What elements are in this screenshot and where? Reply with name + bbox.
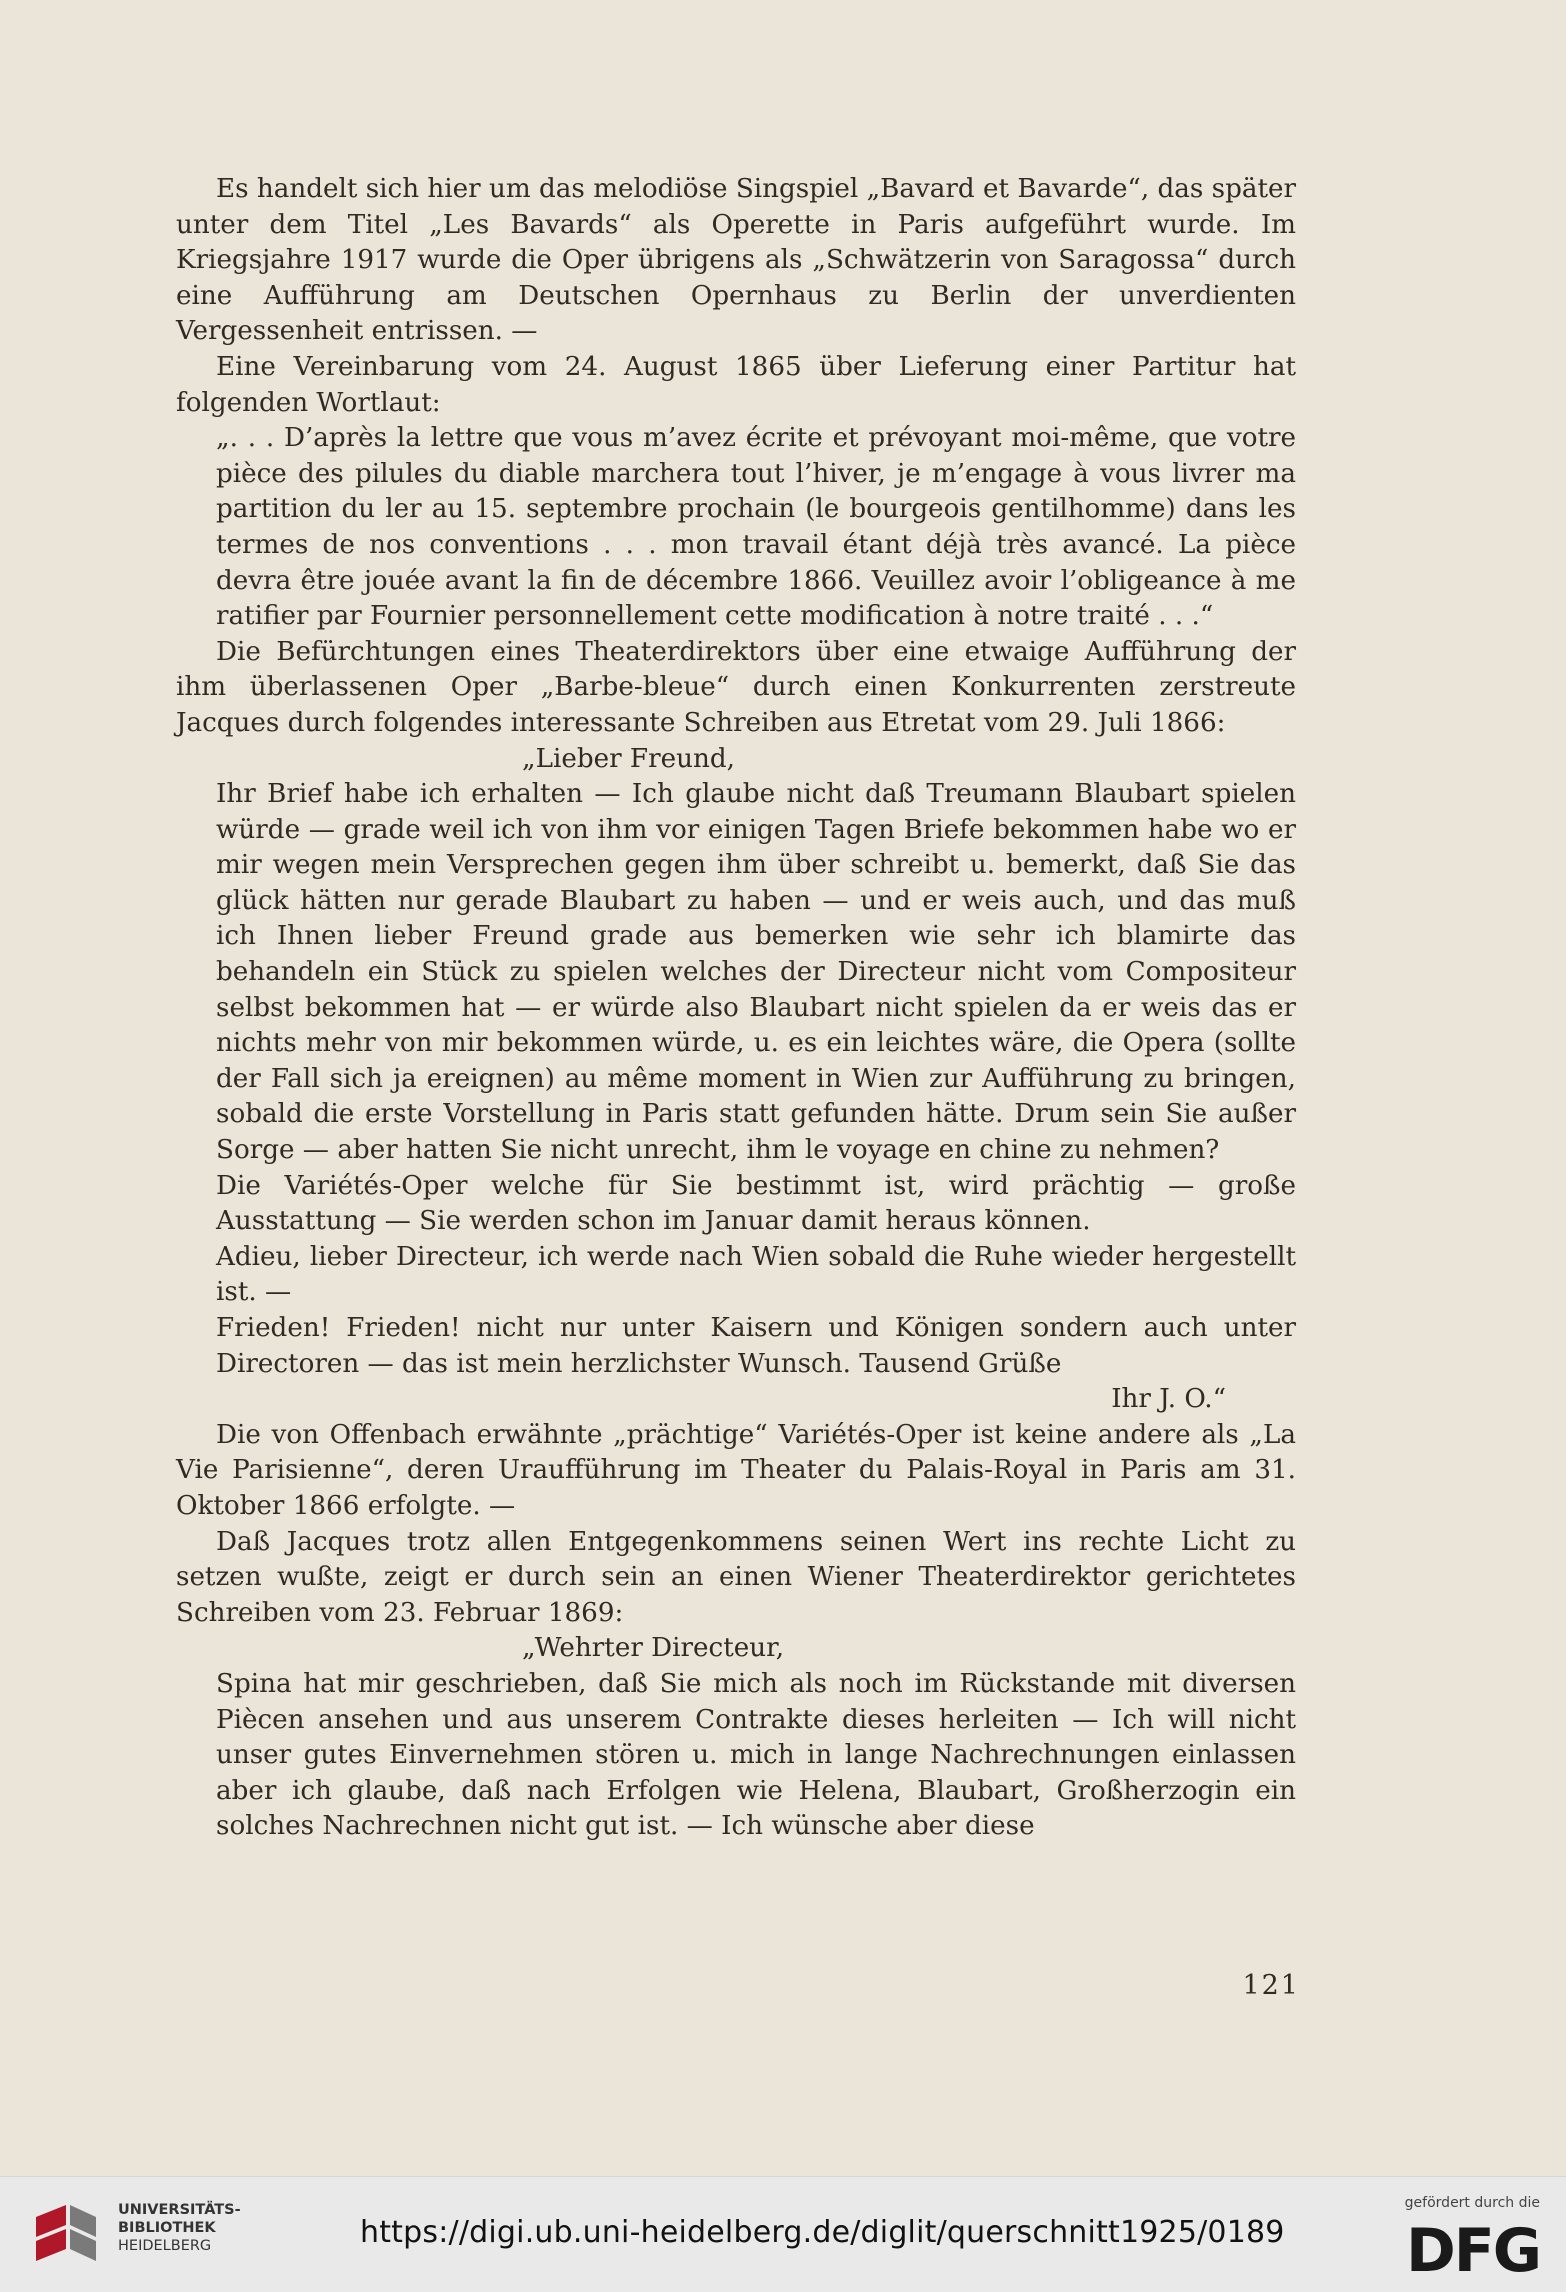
paragraph: Die Befürchtungen eines Theaterdirektors über eine etwaige Aufführung der ihm überlassenen Oper „Barbe-bleue“ durch einen Konkurrenten zerstreute Jacques durch folgendes interessante Schreiben aus Etretat vom 29. Juli 1866: [176, 636, 1296, 738]
letter-paragraph: Adieu, lieber Directeur, ich werde nach Wien sobald die Ruhe wieder hergestellt ist. — [216, 1241, 1296, 1308]
funded-by-label: gefördert durch die [1404, 2195, 1540, 2211]
letter-paragraph: Frieden! Frieden! nicht nur unter Kaisern und Königen sondern auch unter Directoren — das ist mein herzlichster Wunsch. Tausend Grüße [216, 1313, 1296, 1379]
letter-paragraph: Spina hat mir geschrieben, daß Sie mich als noch im Rückstande mit diversen Piècen ansehen und aus unserem Contrakte dieses herleiten — Ich will nicht unser gutes Einvernehmen stören u. mich in lange Nachrechnungen einlassen aber ich glaube, daß nach Erfolgen wie Helena, Blaubart, Großherzogin ein solches Nachrechnen nicht gut ist. — Ich wünsche aber diese [216, 1668, 1296, 1842]
permalink-url[interactable]: https://digi.ub.uni-heidelberg.de/diglit/querschnitt1925/0189 [360, 2215, 1285, 2250]
letter-paragraph: Ihr Brief habe ich erhalten — Ich glaube nicht daß Treumann Blaubart spielen würde — grade weil ich von ihm vor einigen Tagen Briefe bekommen habe wo er mir wegen mein Versprechen gegen ihm über schreibt u. bemerkt, daß Sie das glück hätten nur gerade Blaubart zu haben — und er weis auch, und das muß ich Ihnen lieber Freund grade aus bemerken wie sehr ich blamirte das behandeln ein Stück zu spielen welches der Directeur nicht vom Compositeur selbst bekommen hat — er würde also Blaubart nicht spielen da er weis das er nichts mehr von mir bekommen würde, u. es ein leichtes wäre, die Opera (sollte der Fall sich ja ereignen) au même moment in Wien zur Aufführung zu bringen, sobald die erste Vorstellung in Paris statt gefunden hätte. Drum sein Sie außer Sorge — aber hatten Sie nicht unrecht, ihm le voyage en chine zu nehmen? [216, 779, 1296, 1166]
letter-block-1 [216, 742, 1296, 1418]
library-logo-icon [26, 2197, 106, 2277]
quote-paragraph: „. . . D’après la lettre que vous m’avez écrite et prévoyant moi-même, que votre pièce des pilules du diable marchera tout l’hiver, je m’engage à vous livrer ma partition du ler au 15. septembre prochain (le bourgeois gentilhomme) dans les termes de nos conventions . . . mon travail étant déjà très avancé. La pièce devra être jouée avant la fin de décembre 1866. Veuillez avoir l’obligeance à me ratifier par Fournier personnellement cette modification à notre traité . . .“ [216, 423, 1296, 632]
paragraph: Daß Jacques trotz allen Entgegenkommens seinen Wert ins rechte Licht zu setzen wußte, zeigt er durch sein an einen Wiener Theaterdirektor gerichtetes Schreiben vom 23. Februar 1869: [176, 1526, 1296, 1628]
page-number: 121 [1242, 1970, 1300, 2001]
paragraph: Es handelt sich hier um das melodiöse Singspiel „Bavard et Bavarde“, das später unter dem Titel „Les Bavards“ als Operette in Paris aufgeführt wurde. Im Kriegsjahre 1917 wurde die Oper übrigens als „Schwätzerin von Saragossa“ durch eine Aufführung am Deutschen Opernhaus zu Berlin der unverdienten Vergessenheit entrissen. — [176, 174, 1296, 347]
library-name: UNIVERSITÄTS- BIBLIOTHEK HEIDELBERG [118, 2202, 241, 2254]
dfg-logo: DFG [1405, 2216, 1540, 2286]
letter-block-2 [216, 1631, 1296, 1845]
letter-paragraph: Die Variétés-Oper welche für Sie bestimmt ist, wird prächtig — große Ausstattung — Sie werden schon im Januar damit heraus können. [216, 1170, 1296, 1237]
body-text [176, 172, 1296, 1845]
letter-salutation: „Wehrter Directeur, [522, 1633, 785, 1664]
letter-salutation: „Lieber Freund, [522, 743, 735, 774]
letter-signature: Ihr J. O.“ [1111, 1384, 1226, 1415]
quote-block [216, 421, 1296, 635]
paragraph: Eine Vereinbarung vom 24. August 1865 über Lieferung einer Partitur hat folgenden Wortlaut: [176, 351, 1296, 418]
footer-bar [0, 2176, 1566, 2292]
paragraph: Die von Offenbach erwähnte „prächtige“ Variétés-Oper ist keine andere als „La Vie Parisienne“, deren Uraufführung im Theater du Palais-Royal in Paris am 31. Oktober 1866 erfolgte. — [176, 1419, 1296, 1521]
